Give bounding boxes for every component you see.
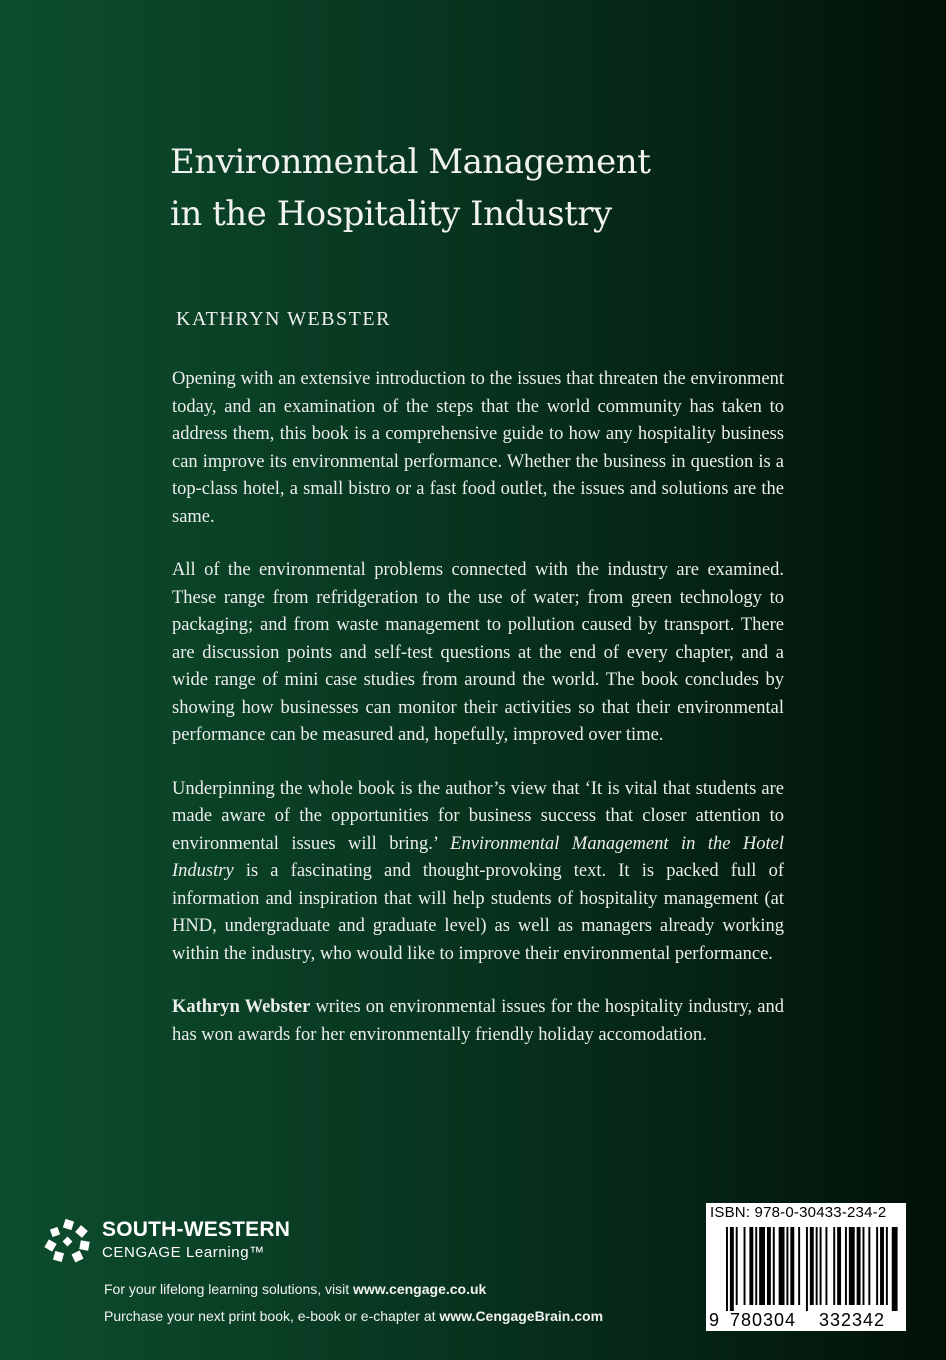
cengage-logo-icon (44, 1218, 92, 1266)
barcode-bars (726, 1227, 898, 1311)
barcode-bar (790, 1227, 794, 1305)
book-author: KATHRYN WEBSTER (176, 308, 391, 330)
barcode-bar (806, 1227, 808, 1311)
barcode-bar (726, 1227, 728, 1311)
barcode-bar (767, 1227, 771, 1305)
barcode-bar (749, 1227, 753, 1305)
promo-line-1-text: For your lifelong learning solutions, visit (104, 1281, 354, 1297)
barcode-bar (820, 1227, 822, 1305)
barcode-bar (880, 1227, 884, 1305)
blurb (172, 366, 784, 1049)
barcode-digit-first: 9 (709, 1310, 720, 1330)
barcode-bar (744, 1227, 746, 1305)
promo-line-2 (104, 1308, 603, 1324)
book-title (170, 136, 810, 240)
barcode-bar (773, 1227, 775, 1305)
barcode-bar (892, 1227, 898, 1311)
publisher-logo-block (44, 1216, 404, 1272)
barcode-bar (755, 1227, 757, 1305)
barcode-icon (706, 1225, 906, 1331)
barcode-bar (863, 1227, 865, 1305)
barcode-bar (876, 1227, 878, 1305)
promo-line-2-text: Purchase your next print book, e-book or e-chapter at (104, 1308, 440, 1324)
barcode-bar (837, 1227, 841, 1305)
barcode-bar (857, 1227, 861, 1305)
cengage-uk-link[interactable]: www.cengage.co.uk (353, 1281, 487, 1297)
barcode-bar (868, 1227, 870, 1305)
isbn-barcode-box (706, 1203, 906, 1331)
blurb-paragraph-2: All of the environmental problems connected with the industry are examined. These range from refridgeration to the use of water; from green technology to packaging; and from waste management to pollution caused by transport. There are discussion points and self-test questions at the end of every chapter, and a wide range of mini case studies from around the world. The book concludes by showing how businesses can monitor their activities so that their environmental performance can be measured and, hopefully, improved over time. (172, 560, 784, 745)
barcode-bar (825, 1227, 827, 1305)
barcode-digits-left: 780304 (729, 1310, 797, 1330)
barcode-bar (833, 1227, 835, 1305)
barcode-bar (779, 1227, 785, 1305)
barcode-bar (759, 1227, 765, 1305)
barcode-bar (849, 1227, 855, 1305)
barcode-digits-right: 332342 (818, 1310, 886, 1330)
barcode-bar (816, 1227, 818, 1305)
publisher-subname: CENGAGE Learning™ (102, 1244, 265, 1261)
blurb-p3-text-after: is a fascinating and thought-provoking text. It is packed full of information and inspiration that will help students of hospitality management (at HND, undergraduate and graduate level) as well as managers already working within the industry, who would like to improve their environmental performance. (172, 861, 784, 964)
author-bio (172, 994, 784, 1049)
book-title-line-2: in the Hospitality Industry (170, 194, 612, 234)
blurb-p3-book-title: Environmental Management in the Hotel Industry (172, 833, 784, 881)
publisher-name: SOUTH-WESTERN (102, 1218, 291, 1241)
author-bio-text: writes on environmental issues for the hospitality industry, and has won awards for her environmentally friendly holiday accomodation. (172, 997, 784, 1045)
book-title-line-1: Environmental Management (170, 142, 651, 182)
promo-line-1 (104, 1281, 486, 1297)
barcode-bar (798, 1227, 800, 1305)
barcode-bar (810, 1227, 814, 1305)
barcode-bar (730, 1227, 734, 1311)
barcode-bar (736, 1227, 738, 1305)
barcode-bar (845, 1227, 847, 1305)
isbn-label: ISBN: 978-0-30433-234-2 (710, 1204, 887, 1221)
barcode-bar (786, 1227, 788, 1305)
author-bio-name: Kathryn Webster (172, 997, 311, 1017)
cengagebrain-link[interactable]: www.CengageBrain.com (439, 1308, 604, 1324)
barcode-bar (886, 1227, 888, 1305)
blurb-p3-text-before: Underpinning the whole book is the author’s view that ‘It is vital that students are made aware of the opportunities for business success that closer attention to environmental issues will bring.’ (172, 778, 784, 854)
blurb-paragraph-3 (172, 776, 784, 969)
blurb-paragraph-1: Opening with an extensive introduction to the issues that threaten the environment today, and an examination of the steps that the world community has taken to address them, this book is a comprehensive guide to how any hospitality business can improve its environmental performance. Whether the business in question is a top-class hotel, a small bistro or a fast food outlet, the issues and solutions are the same. (172, 369, 784, 527)
